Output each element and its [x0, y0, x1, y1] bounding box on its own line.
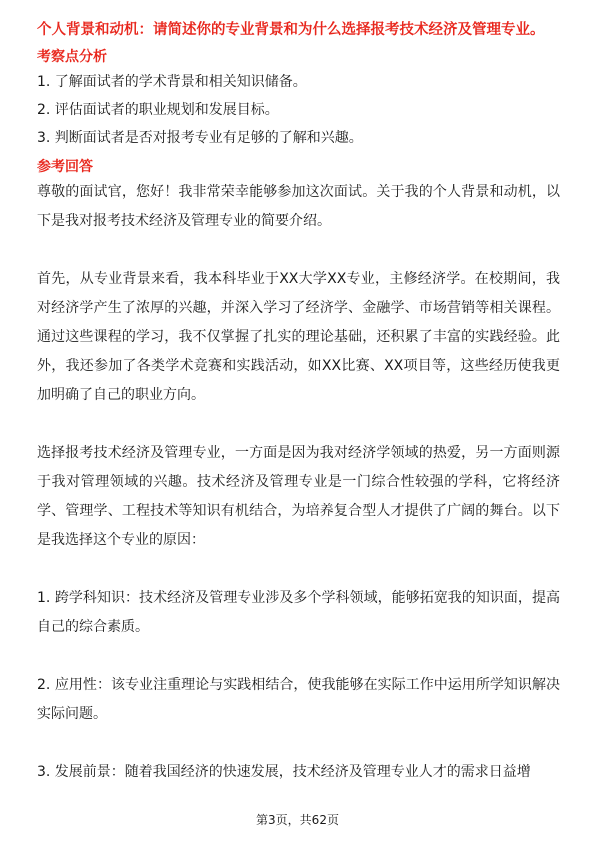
answer-paragraph: 首先，从专业背景来看，我本科毕业于XX大学XX专业，主修经济学。在校期间，我对经济学产生了浓厚的兴趣，并深入学习了经济学、金融学、市场营销等相关课程。通过这些课程的学习，我不仅掌握了扎实的理论基础，还积累了丰富的实践经验。此外，我还参加了各类学术竞赛和实践活动，如XX比赛、XX项目等，这些经历使我更加明确了自己的职业方向。: [37, 271, 560, 403]
question-heading: 个人背景和动机：请简述你的专业背景和为什么选择报考技术经济及管理专业。: [37, 22, 545, 38]
answer-paragraph: 尊敬的面试官，您好！我非常荣幸能够参加这次面试。关于我的个人背景和动机，以下是我对报考技术经济及管理专业的简要介绍。: [37, 184, 560, 229]
analysis-point: 3. 判断面试者是否对报考专业有足够的了解和兴趣。: [37, 130, 363, 146]
answer-paragraph: 1. 跨学科知识：技术经济及管理专业涉及多个学科领域，能够拓宽我的知识面，提高自己的综合素质。: [37, 590, 560, 635]
analysis-point: 2. 评估面试者的职业规划和发展目标。: [37, 102, 279, 118]
analysis-title: 考察点分析: [37, 49, 107, 65]
analysis-points: [37, 68, 560, 152]
answer-paragraph: 3. 发展前景：随着我国经济的快速发展，技术经济及管理专业人才的需求日益增: [37, 764, 531, 780]
page-number: 第3页，共62页: [256, 813, 339, 827]
answer-paragraph: 2. 应用性：该专业注重理论与实践相结合，使我能够在实际工作中运用所学知识解决实际问题。: [37, 677, 560, 722]
answer-title: 参考回答: [37, 159, 93, 175]
analysis-point: 1. 了解面试者的学术背景和相关知识储备。: [37, 74, 307, 90]
document-page: [37, 18, 560, 787]
answer-paragraph: 选择报考技术经济及管理专业，一方面是因为我对经济学领域的热爱，另一方面则源于我对管理领域的兴趣。技术经济及管理专业是一门综合性较强的学科，它将经济学、管理学、工程技术等知识有机结合，为培养复合型人才提供了广阔的舞台。以下是我选择这个专业的原因：: [37, 445, 560, 548]
